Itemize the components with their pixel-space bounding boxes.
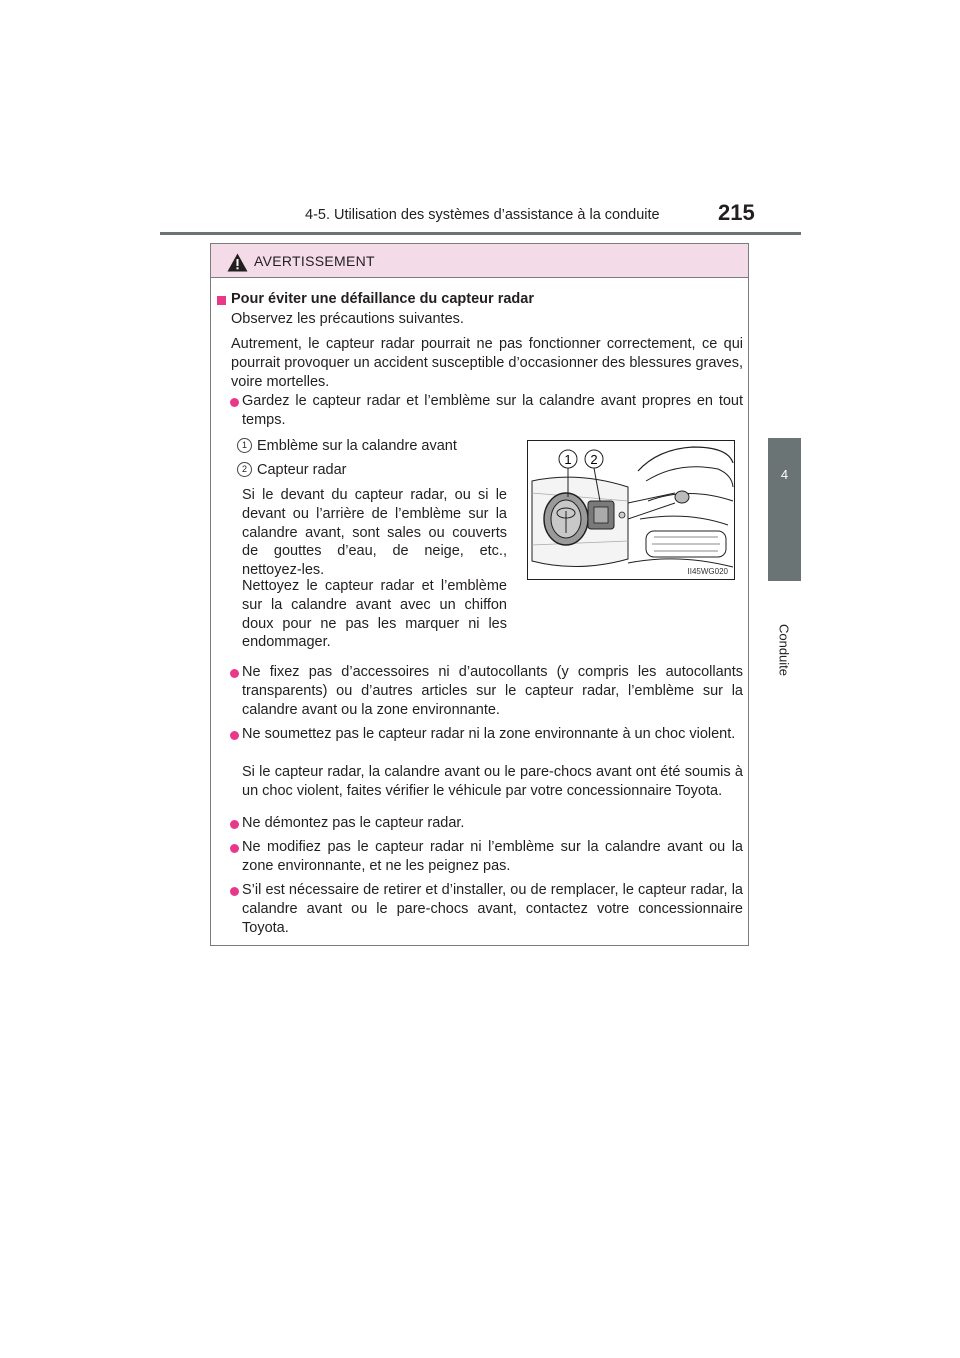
- bullet-icon: [230, 669, 239, 678]
- page-number: 215: [718, 200, 755, 225]
- bullet-impact-check: Si le capteur radar, la calandre avant ou le pare-chocs avant ont été soumis à un choc violent, faites vérifier le véhicule par votre concessionnaire Toyota.: [242, 764, 743, 799]
- warning-title: AVERTISSEMENT: [254, 253, 375, 269]
- bullet-contact-dealer: S’il est nécessaire de retirer et d’installer, ou de remplacer, le capteur radar, la calandre avant ou le pare-chocs avant, contactez votre concessionnaire Toyota.: [242, 882, 743, 936]
- cleaning-instructions: Si le devant du capteur radar, ou si le devant ou l’arrière de l’emblème sur la calandre avant, sont sales ou couverts de gouttes d’eau, de neige, etc., nettoyez-les.: [242, 487, 507, 579]
- heading-square-icon: [217, 296, 226, 305]
- chapter-tab: [768, 438, 801, 581]
- bullet-icon: [230, 731, 239, 740]
- bullet-no-disassemble: Ne démontez pas le capteur radar.: [242, 815, 465, 831]
- callout-2-icon: 2: [237, 462, 252, 477]
- cleaning-method: Nettoyez le capteur radar et l’emblème sur la calandre avant avec un chiffon doux pour ne pas les marquer ni les endommager.: [242, 578, 507, 651]
- chapter-number: 4: [780, 467, 789, 482]
- bullet-keep-clean: Gardez le capteur radar et l’emblème sur la calandre avant propres en tout temps.: [242, 393, 743, 428]
- warning-box: [210, 243, 749, 946]
- intro-consequence-text: Autrement, le capteur radar pourrait ne pas fonctionner correctement, ce qui pourrait provoquer un accident susceptible d’occasionner des blessures graves, voire mortelles.: [231, 336, 743, 390]
- warning-heading: Pour éviter une défaillance du capteur radar: [231, 291, 534, 307]
- figure-callout-1: 1: [564, 452, 572, 467]
- front-grille-drawing: [528, 441, 734, 579]
- bullet-no-impact: Ne soumettez pas le capteur radar ni la zone environnante à un choc violent.: [242, 726, 736, 742]
- warning-triangle-icon: [227, 253, 248, 272]
- section-title: 4-5. Utilisation des systèmes d’assistance à la conduite: [305, 207, 660, 223]
- callout-1-icon: 1: [237, 438, 252, 453]
- warning-header: [211, 244, 748, 278]
- intro-text: Observez les précautions suivantes.: [231, 311, 464, 327]
- bullet-no-modify: Ne modifiez pas le capteur radar ni l’emblème sur la calandre avant ou la zone environnante, et ne les peignez pas.: [242, 839, 743, 874]
- item-emblem-label: Emblème sur la calandre avant: [257, 438, 457, 454]
- bullet-icon: [230, 398, 239, 407]
- bullet-icon: [230, 887, 239, 896]
- figure-callout-2: 2: [590, 452, 598, 467]
- radar-sensor-illustration: [527, 440, 735, 580]
- bullet-no-accessories: Ne fixez pas d’accessoires ni d’autocollants (y compris les autocollants transparents) ou d’autres articles sur le capteur radar, l’emblème sur la calandre avant ou la zone environnante.: [242, 664, 743, 718]
- item-radar-label: Capteur radar: [257, 462, 347, 478]
- chapter-label: Conduite: [776, 623, 792, 677]
- bullet-icon: [230, 820, 239, 829]
- bullet-icon: [230, 844, 239, 853]
- header-divider: [160, 232, 801, 235]
- figure-code: II45WG020: [687, 567, 728, 576]
